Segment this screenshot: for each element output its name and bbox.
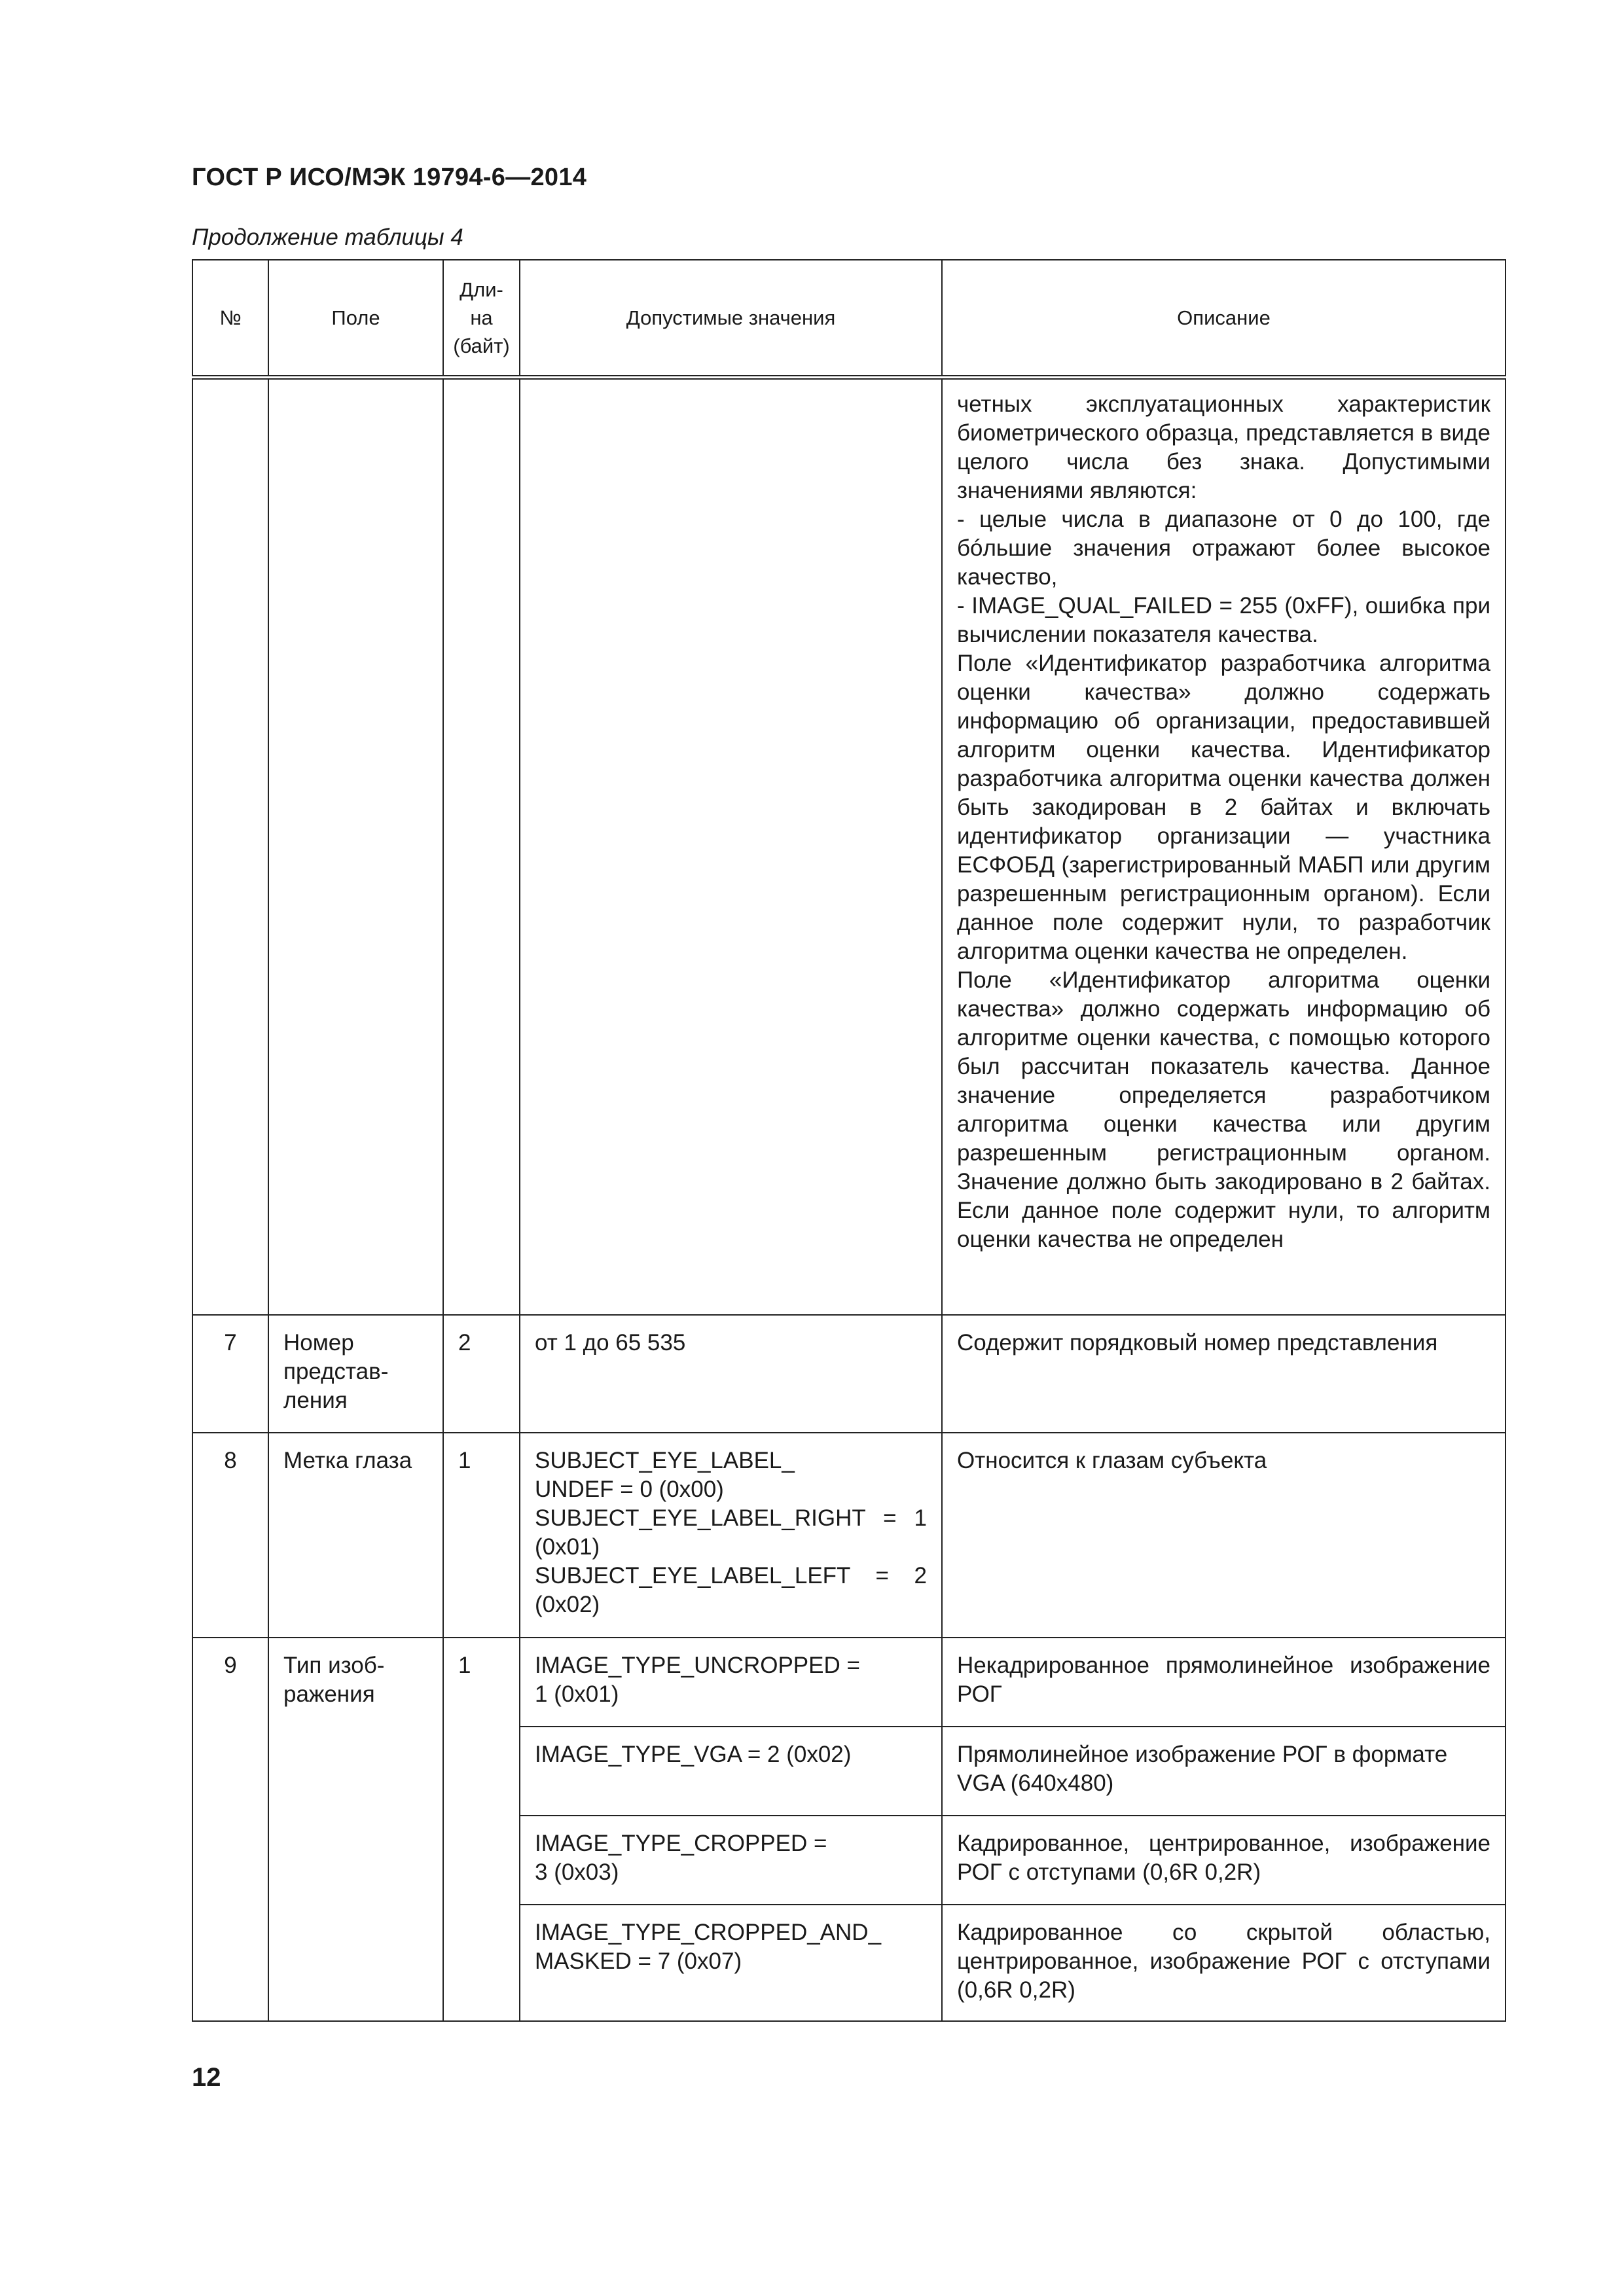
cell-length: 2	[443, 1315, 520, 1433]
cell-description: Кадрированное, центрированное, изображение РОГ с отступами (0,6R 0,2R)	[942, 1816, 1506, 1905]
table-header-row	[192, 260, 1506, 378]
cell-number: 9	[192, 1638, 268, 2021]
cell-number: 8	[192, 1433, 268, 1638]
col-header-description: Описание	[942, 260, 1506, 378]
cell-length: 1	[443, 1433, 520, 1638]
col-header-length-line2: на	[470, 306, 493, 329]
cell-description: Некадрированное прямолинейное изображение РОГ	[942, 1638, 1506, 1727]
cell-empty-length	[443, 378, 520, 1316]
col-header-length	[443, 260, 520, 378]
cell-empty-field	[268, 378, 443, 1316]
cell-values: IMAGE_TYPE_CROPPED_AND_ MASKED = 7 (0x07)	[520, 1905, 942, 2021]
table-caption: Продолжение таблицы 4	[192, 224, 463, 250]
cell-values: IMAGE_TYPE_VGA = 2 (0x02)	[520, 1727, 942, 1816]
cell-text: четных эксплуатационных характеристик биометрического образца, представляется в виде целого числа без знака. Допустимыми значениями являются: - целые числа в диапазоне от 0 до 100, где бóльшие значения отражают более высокое качество, - IMAGE_QUAL_FAILED = 255 (0xFF), ошибка при вычислении показателя качества. Поле «Идентификатор разработчика алгоритма оценки качества» должно содержать информацию об организации, предоставившей алгоритм оценки качества. Идентификатор разработчика алгоритма оценки качества должен быть закодирован в 2 байтах и включать идентификатор организации — участника ЕСФОБД (зарегистрированный МАБП или другим разрешенным регистрационным органом). Если данное поле содержит нули, то разработчик алгоритма оценки качества не определен. Поле «Идентификатор алгоритма оценки качества» должно содержать информацию об алгоритме оценки качества, с помощью которого был рассчитан показатель качества. Данное значение определяется разработчиком алгоритма оценки качества или другим разрешенным регистрационным органом. Значение должно быть закодировано в 2 байтах. Если данное поле содержит нули, то алгоритм оценки качества не определен	[957, 391, 1490, 1252]
cell-description: Относится к глазам субъекта	[942, 1433, 1506, 1638]
cell-number: 7	[192, 1315, 268, 1433]
cell-description: Прямолинейное изображение РОГ в формате VGA (640x480)	[942, 1727, 1506, 1816]
cell-field: Метка глаза	[268, 1433, 443, 1638]
cell-description: Содержит порядковый номер представления	[942, 1315, 1506, 1433]
cell-field: Тип изоб- ражения	[268, 1638, 443, 2021]
table-row-8	[192, 1433, 1506, 1638]
cell-values: от 1 до 65 535	[520, 1315, 942, 1433]
col-header-field: Поле	[268, 260, 443, 378]
page-number: 12	[192, 2063, 221, 2092]
table-row-7	[192, 1315, 1506, 1433]
table-row-9	[192, 1638, 1506, 1727]
col-header-values: Допустимые значения	[520, 260, 942, 378]
cell-empty-number	[192, 378, 268, 1316]
col-header-length-line3: (байт)	[453, 334, 510, 357]
cell-values: IMAGE_TYPE_CROPPED = 3 (0x03)	[520, 1816, 942, 1905]
document-code: ГОСТ Р ИСО/МЭК 19794-6—2014	[192, 164, 587, 191]
table-row-continuation	[192, 378, 1506, 1316]
col-header-length-line1: Дли-	[460, 278, 503, 301]
cell-values: SUBJECT_EYE_LABEL_ UNDEF = 0 (0x00) SUBJECT_EYE_LABEL_RIGHT = 1 (0x01) SUBJECT_EYE_LABEL_LEFT = 2 (0x02)	[520, 1433, 942, 1638]
col-header-number: №	[192, 260, 268, 378]
cell-length: 1	[443, 1638, 520, 2021]
cell-values: IMAGE_TYPE_UNCROPPED = 1 (0x01)	[520, 1638, 942, 1727]
cell-description: Кадрированное со скрытой областью, центрированное, изображение РОГ с отступами (0,6R 0,2R)	[942, 1905, 1506, 2021]
spec-table	[192, 259, 1506, 2022]
cell-empty-values	[520, 378, 942, 1316]
cell-field: Номер представ- ления	[268, 1315, 443, 1433]
cell-description	[942, 378, 1506, 1316]
